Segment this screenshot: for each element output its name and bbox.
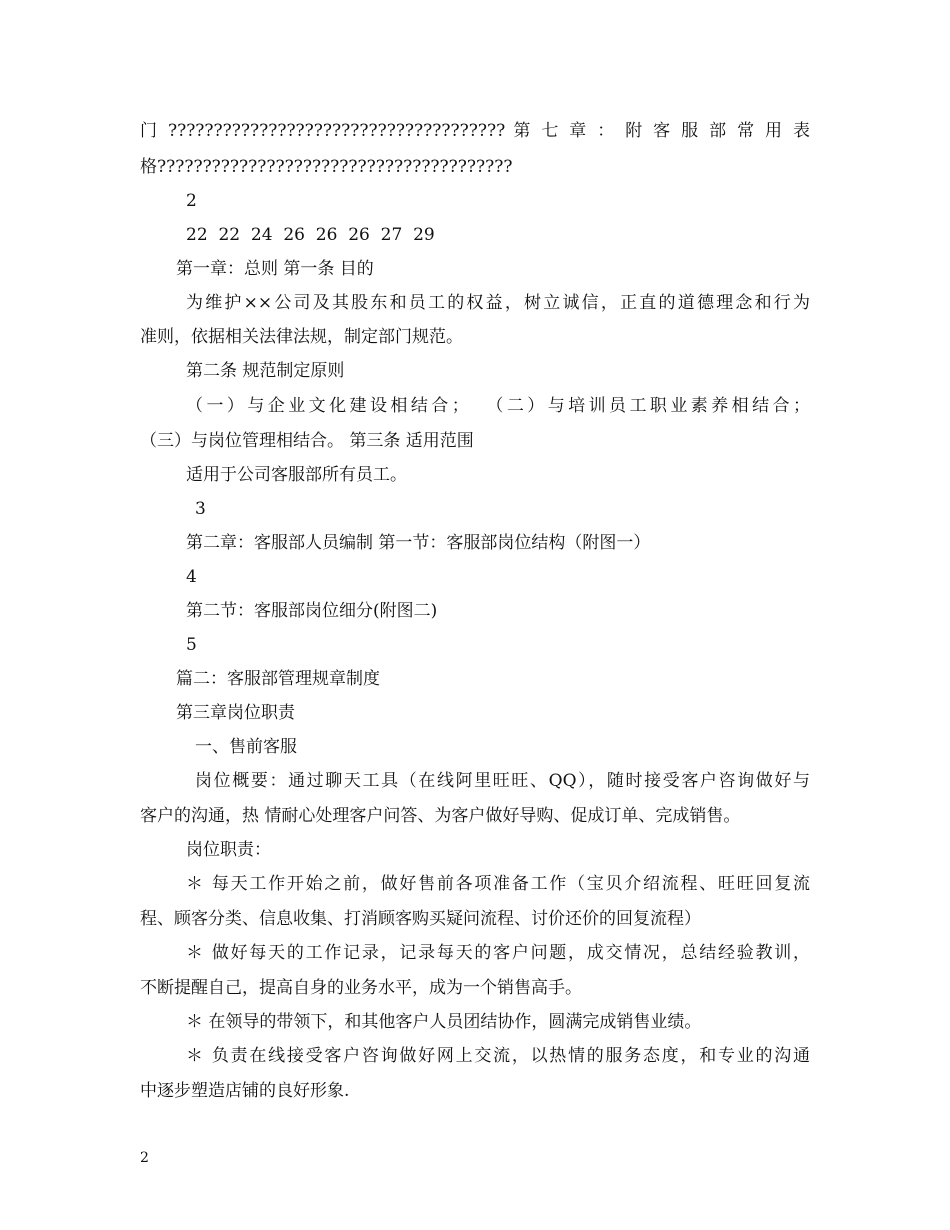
bullet-line: ＊ 做好每天的工作记录，记录每天的客户问题，成交情况，总结经验教训， bbox=[186, 943, 810, 963]
page-number: 2 bbox=[140, 1150, 149, 1166]
article-heading: 第二条 规范制定原则 bbox=[186, 361, 345, 381]
paragraph-line: 适用于公司客服部所有员工。 bbox=[186, 465, 407, 485]
paragraph-line: 为维护××公司及其股东和员工的权益，树立诚信，正直的道德理念和行为 bbox=[186, 293, 810, 313]
chapter-heading: 第三章岗位职责 bbox=[176, 703, 295, 723]
paragraph-line: 不断提醒自己，提高自身的业务水平，成为一个销售高手。 bbox=[140, 978, 582, 998]
chapter-heading: 第二章：客服部人员编制 第一节：客服部岗位结构（附图一） bbox=[186, 533, 651, 553]
section-heading: 第二节：客服部岗位细分(附图二) bbox=[186, 601, 438, 621]
bullet-line: ＊ 在领导的带领下，和其他客户人员团结协作，圆满完成销售业绩。 bbox=[186, 1012, 702, 1032]
paragraph-line: 中逐步塑造店铺的良好形象. bbox=[140, 1081, 350, 1101]
paragraph-line: （三）与岗位管理相结合。 第三条 适用范围 bbox=[140, 431, 474, 451]
chapter-heading: 第一章：总则 第一条 目的 bbox=[176, 259, 374, 279]
paragraph-line: 客户的沟通，热 情耐心处理客户问答、为客户做好导购、促成订单、完成销售。 bbox=[140, 806, 741, 826]
toc-page-number: 3 bbox=[195, 499, 206, 519]
toc-line: 格??????????????????????????????????????? bbox=[140, 157, 513, 177]
paragraph-line: （一）与企业文化建设相结合； （二）与培训员工职业素养相结合； bbox=[186, 396, 810, 416]
paragraph-line: 岗位概要：通过聊天工具（在线阿里旺旺、QQ），随时接受客户咨询做好与 bbox=[195, 771, 810, 791]
bullet-line: ＊ 负责在线接受客户咨询做好网上交流，以热情的服务态度，和专业的沟通 bbox=[186, 1046, 810, 1066]
bullet-line: ＊ 每天工作开始之前，做好售前各项准备工作（宝贝介绍流程、旺旺回复流 bbox=[186, 874, 810, 894]
toc-page-number: 2 bbox=[186, 191, 197, 211]
section-heading: 一、售前客服 bbox=[195, 737, 297, 757]
part-heading: 篇二：客服部管理规章制度 bbox=[176, 669, 380, 689]
paragraph-line: 程、顾客分类、信息收集、打消顾客购买疑问流程、讨价还价的回复流程） bbox=[140, 909, 701, 929]
toc-line: 门 ????????????????????????????????????? 第 七 章 ： 附 客 服 部 常 用 表 bbox=[140, 121, 810, 141]
toc-page-numbers: 22 22 24 26 26 26 27 29 bbox=[186, 225, 435, 245]
paragraph-line: 准则，依据相关法律法规，制定部门规范。 bbox=[140, 327, 463, 347]
toc-page-number: 4 bbox=[186, 567, 197, 587]
section-heading: 岗位职责： bbox=[186, 840, 271, 860]
toc-page-number: 5 bbox=[186, 635, 197, 655]
